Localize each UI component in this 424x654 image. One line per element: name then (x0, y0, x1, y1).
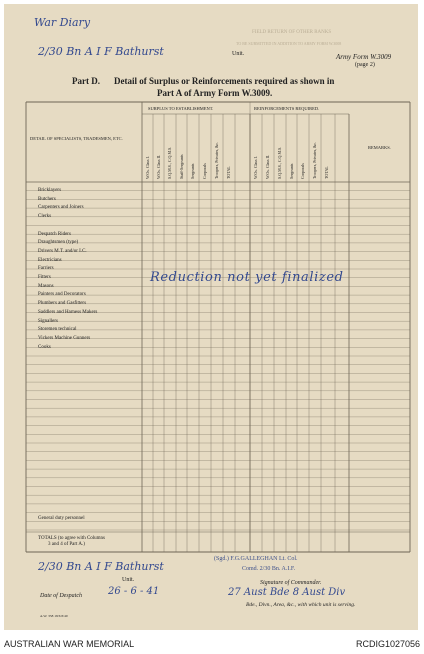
row-label: Electricians (38, 257, 62, 263)
reinf-header: REINFORCEMENTS REQUIRED. (254, 106, 320, 111)
column-header: TOTAL (226, 166, 231, 179)
column-header: W.Os. Class I. (253, 156, 258, 179)
print-code: A.W. 358 18/6 8/40 (40, 614, 68, 618)
surplus-header: SURPLUS TO ESTABLISHMENT. (148, 106, 214, 111)
date-value: 26 - 6 - 41 (108, 586, 160, 597)
handwritten-reduction-note: Reduction not yet finalized (150, 270, 344, 285)
part-label: Part D. (72, 76, 100, 86)
column-header: Corporals (300, 163, 305, 179)
totals-label-2: 3 and 4 of Part A.) (48, 542, 85, 547)
signature-line-1: (Sgd.) F.G.GALLEGHAN Lt. Col. (214, 556, 298, 562)
unit-label-top: Unit. (232, 51, 245, 57)
row-label: Despatch Riders (38, 231, 71, 237)
unit-label-bottom: Unit. (122, 577, 135, 583)
totals-label-1: TOTALS (to agree with Columns (38, 536, 105, 541)
watermark-left: AUSTRALIAN WAR MEMORIAL (4, 639, 135, 649)
row-label: Saddlers and Harness Makers (38, 309, 98, 315)
watermark-bar (0, 634, 424, 654)
row-label: Storemen technical (38, 327, 77, 333)
row-label: Carpenters and Joiners (38, 205, 84, 211)
watermark-right: RCDIG1027056 (355, 639, 420, 649)
column-header: W.Os. Class I. (145, 156, 150, 179)
bde-caption: Bde., Divn., Area, &c., with which unit is serving. (246, 602, 356, 608)
row-label: Draughtsmen (type) (38, 240, 79, 246)
column-header: Sergeants (190, 163, 195, 179)
signature-line-2: Comd. 2/30 Bn. A.I.F. (242, 566, 296, 572)
column-header: Troopers, Privates, &c. (214, 141, 219, 179)
title-line-1: Detail of Surplus or Reinforcements required as shown in (114, 76, 335, 86)
row-label: Cooks (38, 344, 51, 350)
form-name: Army Form W.3009 (336, 53, 392, 61)
row-label: Masons (38, 283, 54, 289)
war-diary-note: War Diary (34, 16, 91, 29)
row-label: Drivers M.T. and/or I.C. (38, 248, 87, 254)
form-page: (page 2) (355, 62, 375, 68)
bde-handwritten: 27 Aust Bde 8 Aust Div (228, 587, 346, 598)
row-label: Vickers Machine Gunners (38, 335, 91, 341)
signature-caption: Signature of Commander. (260, 580, 322, 586)
row-label: Signallers (38, 318, 58, 324)
form-sheet (4, 4, 418, 630)
row-label: Plumbers and Gasfitters (38, 301, 87, 307)
general-duty-label: General duty personnel (38, 516, 85, 521)
row-label: Fitters (38, 275, 51, 280)
detail-header: DETAIL OF SPECIALISTS, TRADESMEN, ETC. (30, 136, 123, 141)
unit-handwritten-bottom: 2/30 Bn A I F Bathurst (38, 560, 164, 573)
date-label: Date of Despatch (40, 593, 82, 599)
column-header: S.Q.M.S., C.Q.M.S. (167, 146, 172, 179)
remarks-header: REMARKS. (368, 145, 391, 150)
unit-handwritten-top: 2/30 Bn A I F Bathurst (38, 45, 164, 58)
row-label: Butchers (38, 196, 56, 202)
row-label: Bricklayers (38, 188, 62, 193)
row-label: Clerks (38, 214, 52, 220)
column-header: Sergeants (289, 163, 294, 179)
column-header: Corporals (202, 163, 207, 179)
column-header: W.Os. Class II. (156, 154, 161, 179)
column-header: TOTAL (324, 166, 329, 179)
row-label: Painters and Decorators (38, 292, 86, 298)
faded-header-1: FIELD RETURN OF OTHER RANKS (252, 30, 332, 35)
column-header: Staff-Sergeants (179, 154, 184, 179)
column-header: W.Os. Class II. (265, 154, 270, 179)
column-header: S.Q.M.S., C.Q.M.S. (277, 146, 282, 179)
row-label: Farriers (38, 266, 54, 272)
column-header: Troopers, Privates, &c. (312, 141, 317, 179)
title-line-2: Part A of Army Form W.3009. (157, 88, 273, 98)
faded-header-2: TO BE SUBMITTED IN ADDITION TO ARMY FORM W.3008 (236, 41, 342, 46)
